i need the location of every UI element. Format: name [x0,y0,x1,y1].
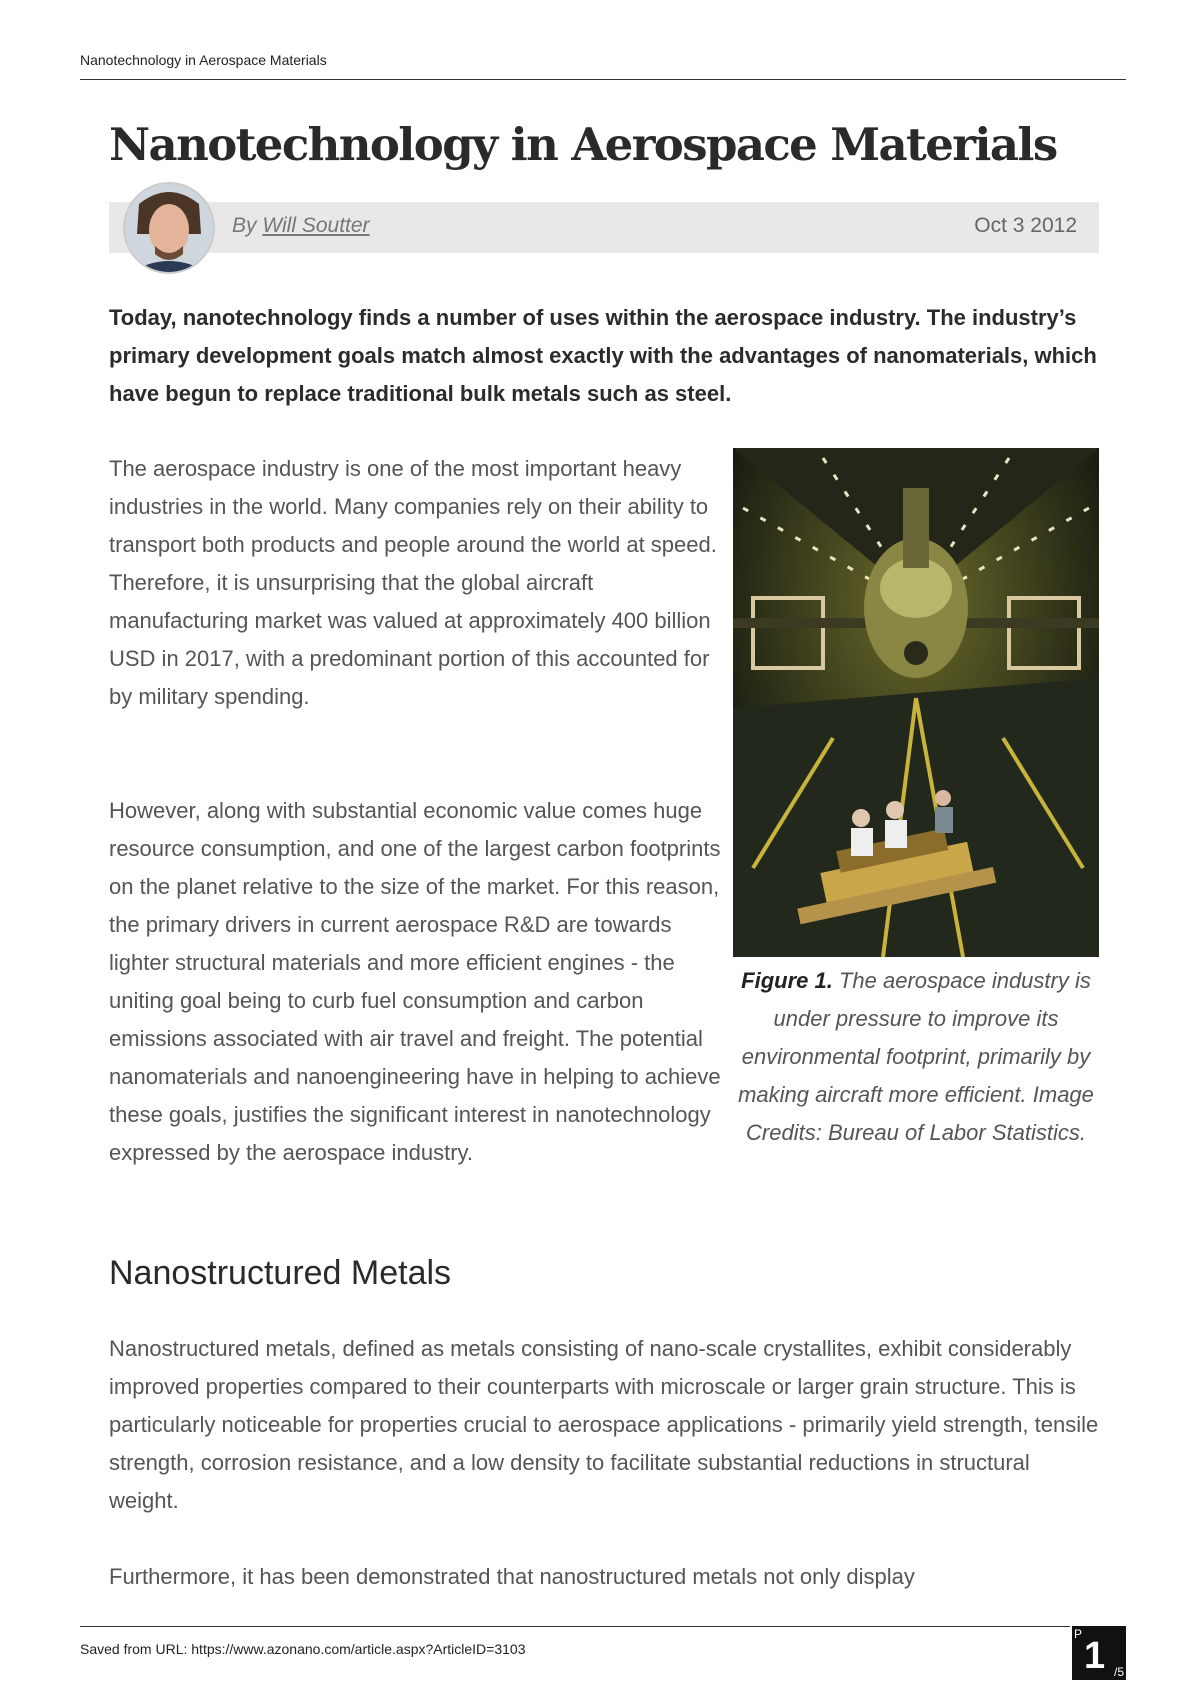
header-divider [80,79,1126,80]
byline [232,214,370,238]
figure-caption-text: The aerospace industry is under pressure to improve its environmental footprint, primarily by making aircraft more efficient. Image Credits: Bureau of Labor Statistics. [738,968,1094,1145]
saved-from-url: Saved from URL: https://www.azonano.com/article.aspx?ArticleID=3103 [80,1641,526,1657]
page-number: 1 [1084,1635,1106,1677]
publish-date: Oct 3 2012 [974,214,1077,237]
author-avatar [123,182,215,274]
page-prefix: P [1074,1627,1083,1641]
body-paragraph-1: The aerospace industry is one of the most important heavy industries in the world. Many companies rely on their ability to transport both products and people around the world at speed. Therefore, it is unsurprising that the global aircraft manufacturing market was valued at approximately 400 billion USD in 2017, with a predominant portion of this accounted for by military spending. [109,456,717,709]
figure-image-aircraft-hangar [733,448,1099,957]
figure-caption [730,962,1102,1152]
lead-paragraph: Today, nanotechnology finds a number of uses within the aerospace industry. The industry’s primary development goals match almost exactly with the advantages of nanomaterials, which have begun to replace traditional bulk metals such as steel. [109,305,1097,406]
byline-prefix: By [232,214,257,237]
body-paragraph-4: Furthermore, it has been demonstrated that nanostructured metals not only display [109,1564,915,1589]
body-paragraph-2: However, along with substantial economic value comes huge resource consumption, and one of the largest carbon footprints on the planet relative to the size of the market. For this reason, the primary drivers in current aerospace R&D are towards lighter structural materials and more efficient engines - the uniting goal being to curb fuel consumption and carbon emissions associated with air travel and freight. The potential nanomaterials and nanoengineering have in helping to achieve these goals, justifies the significant interest in nanotechnology expressed by the aerospace industry. [109,798,721,1165]
section-heading: Nanostructured Metals [109,1254,452,1292]
figure-label: Figure 1. [741,968,833,993]
page-total: /5 [1113,1665,1124,1679]
page-number-badge [1072,1626,1126,1680]
article-title: Nanotechnology in Aerospace Materials [109,118,1057,171]
footer-divider [80,1626,1070,1627]
body-paragraph-3: Nanostructured metals, defined as metals consisting of nano-scale crystallites, exhibit considerably improved properties compared to their counterparts with microscale or larger grain structure. This is particularly noticeable for properties crucial to aerospace applications - primarily yield strength, tensile strength, corrosion resistance, and a low density to facilitate substantial reductions in structural weight. [109,1336,1099,1513]
author-link[interactable]: Will Soutter [262,214,370,237]
running-header: Nanotechnology in Aerospace Materials [80,52,327,68]
